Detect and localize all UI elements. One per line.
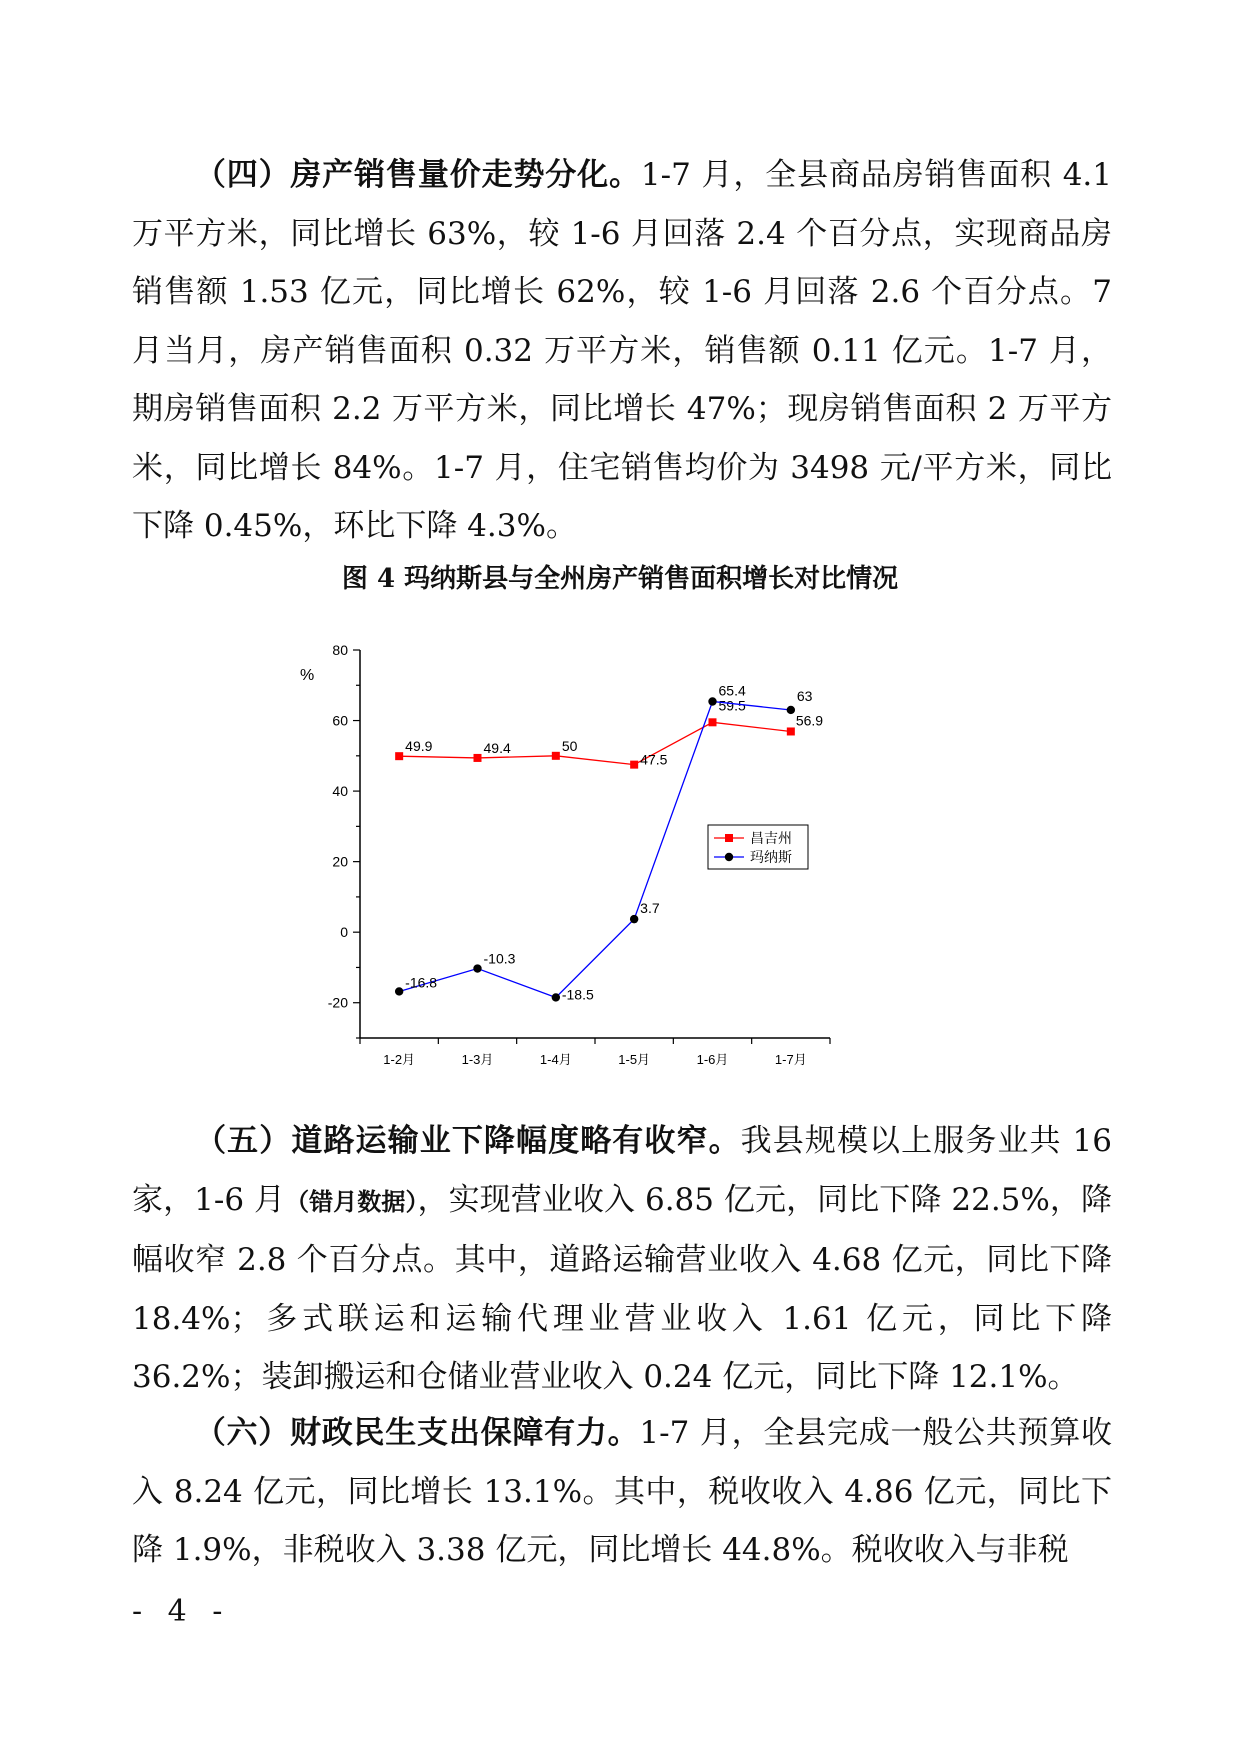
data-point [474, 754, 482, 762]
section-5-body-b: ，实现营业收入 6.85 亿元，同比下降 22.5%，降幅收窄 2.8 个百分点。其中，道路运输营业收入 4.68 亿元，同比下降 18.4%；多式联运和运输代理业营业收入 1.61 亿元，同比下降 36.2%；装卸搬运和仓储业营业收入 0.24 亿元，同比下降 12.1%。 [132, 1181, 1112, 1395]
page-number: - 4 - [132, 1594, 231, 1629]
data-label: 3.7 [640, 900, 660, 917]
data-point [708, 697, 716, 705]
paragraph-section-4 [132, 146, 1112, 556]
y-tick-label: -20 [327, 994, 348, 1011]
y-axis-label: % [300, 667, 315, 684]
section-5-note: （错月数据） [285, 1186, 418, 1216]
data-point [787, 727, 795, 735]
x-tick-label: 1-2月 [383, 1052, 416, 1067]
x-tick-label: 1-5月 [618, 1052, 651, 1067]
data-label: 56.9 [795, 712, 824, 729]
legend-marker [725, 834, 733, 842]
legend-label: 玛纳斯 [750, 849, 792, 865]
section-4-body: 1-7 月，全县商品房销售面积 4.1 万平方米，同比增长 63%，较 1-6 月回落 2.4 个百分点，实现商品房销售额 1.53 亿元，同比增长 62%，较 1-6 月回落 2.6 个百分点。7 月当月，房产销售面积 0.32 万平方米，销售额 0.11 亿元。1-7 月，期房销售面积 2.2 万平方米，同比增长 47%；现房销售面积 2 万平方米，同比增长 84%。1-7 月，住宅销售均价为 3498 元/平方米，同比下降 0.45%，环比下降 4.3%。 [132, 157, 1112, 544]
y-tick-label: 60 [332, 712, 348, 729]
data-point [395, 752, 403, 760]
section-4-heading: （四）房产销售量价走势分化。 [194, 157, 641, 193]
data-label: 59.5 [718, 697, 746, 714]
data-point [630, 761, 638, 769]
data-label: 49.9 [405, 738, 433, 755]
y-tick-label: 40 [332, 783, 348, 800]
data-label: 63 [796, 687, 813, 704]
x-tick-label: 1-6月 [696, 1052, 729, 1067]
data-label: 47.5 [640, 751, 668, 768]
data-point [630, 915, 638, 923]
y-tick-label: 0 [340, 924, 348, 941]
x-tick-label: 1-7月 [774, 1052, 807, 1067]
legend-label: 昌吉州 [750, 830, 792, 846]
data-point [787, 706, 795, 714]
data-point [473, 964, 481, 972]
legend-marker [725, 853, 733, 861]
data-label: 49.4 [483, 739, 511, 756]
section-5-heading: （五）道路运输业下降幅度略有收窄。 [194, 1123, 741, 1159]
section-6-body: 1-7 月，全县完成一般公共预算收入 8.24 亿元，同比增长 13.1%。其中，税收收入 4.86 亿元，同比下降 1.9%，非税收入 3.38 亿元，同比增长 44.8%。税收收入与非税 [132, 1415, 1113, 1568]
paragraph-section-5 [132, 1112, 1112, 1407]
line-chart [290, 630, 910, 1070]
data-label: -18.5 [561, 986, 594, 1003]
data-point [395, 987, 403, 995]
series-line-0 [399, 722, 791, 764]
section-6-heading: （六）财政民生支出保障有力。 [194, 1415, 640, 1451]
data-label: 65.4 [718, 682, 746, 699]
data-point [552, 752, 560, 760]
y-tick-label: 20 [332, 853, 348, 870]
data-label: -10.3 [483, 950, 516, 967]
paragraph-section-6 [132, 1404, 1112, 1580]
data-label: 50 [561, 737, 578, 754]
x-tick-label: 1-3月 [461, 1052, 494, 1067]
y-tick-label: 80 [332, 642, 348, 658]
section-5-body-a: 我县规模以上服务业共 16 家，1-6 月 [132, 1123, 1112, 1218]
x-tick-label: 1-4月 [539, 1052, 572, 1067]
data-point [552, 993, 560, 1001]
figure-title: 图 4 玛纳斯县与全州房产销售面积增长对比情况 [341, 564, 899, 594]
data-label: -16.8 [405, 974, 438, 991]
data-point [709, 718, 717, 726]
